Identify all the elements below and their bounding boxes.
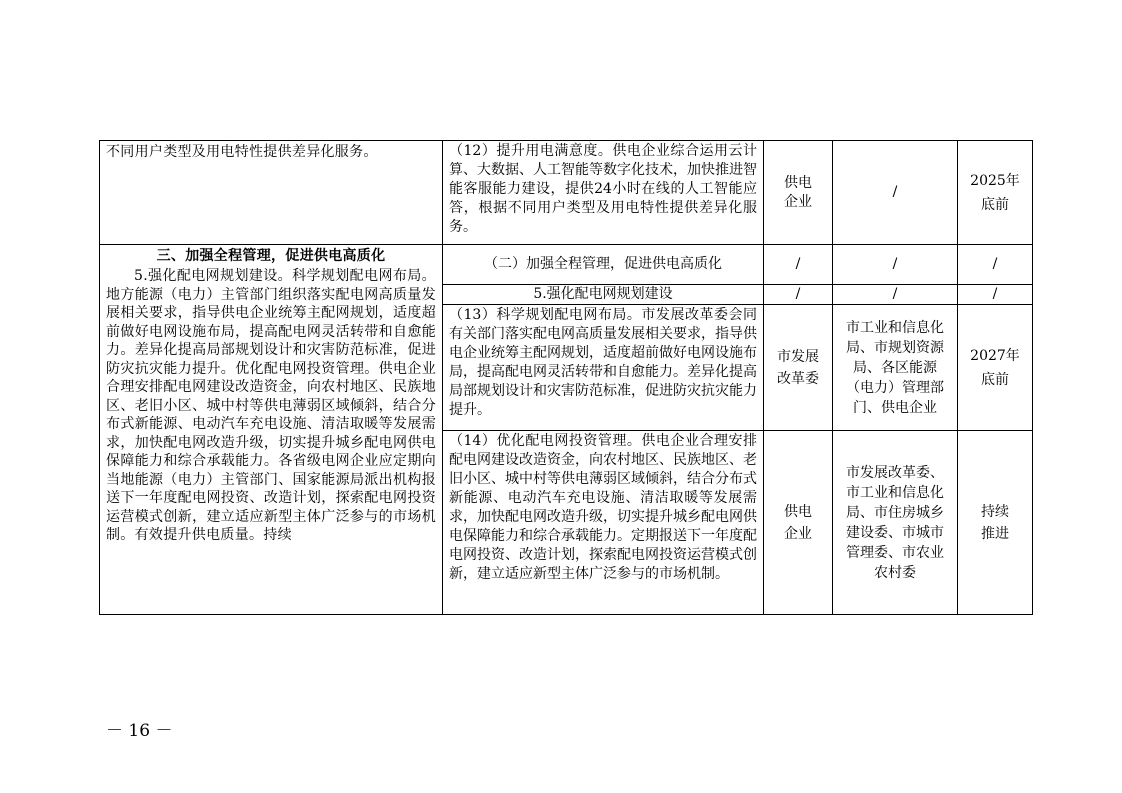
table-row [100,141,1033,245]
policy-table [99,140,1033,615]
deadline-text: 持续推进 [981,503,1009,542]
task-cell: 5.强化配电网规划建设 [443,285,764,305]
deadline-cell [958,305,1033,431]
lead-unit-text: 市发展改革委 [777,348,819,387]
lead-unit-cell [764,431,833,615]
lead-unit-text: 供电企业 [784,174,812,210]
lead-unit-cell [764,305,833,431]
cooperate-unit-cell [833,431,958,615]
table-row [100,245,1033,285]
cooperate-unit-cell [833,305,958,431]
task-cell: （13）科学规划配电网布局。市发展改革委会同有关部门落实配电网高质量发展相关要求，指导供电企业统筹主配网规划，适度超前做好电网设施布局，提高配电网灵活转带和自愈能力。差异化提高局部规划设计和灾害防范标准，促进防灾抗灾能力提升。 [443,305,764,431]
lead-unit-cell [764,141,833,245]
deadline-text: 2025年底前 [970,172,1020,213]
left-continued-text: 不同用户类型及用电特性提供差异化服务。 [100,141,443,245]
cooperate-unit-cell: / [833,285,958,305]
lead-unit-cell: / [764,245,833,285]
left-body-cell [100,245,443,615]
section-heading: 三、加强全程管理，促进供电高质化 [156,248,386,264]
cooperate-unit-cell: / [833,141,958,245]
page-number: － 16 － [106,721,173,741]
task-cell: （14）优化配电网投资管理。供电企业合理安排配电网建设改造资金，向农村地区、民族地区、老旧小区、城中村等供电薄弱区域倾斜，结合分布式新能源、电动汽车充电设施、清洁取暖等发展需求，加快配电网改造升级，切实提升城乡配电网供电保障能力和综合承载能力。定期报送下一年度配电网投资、改造计划，探索配电网投资运营模式创新，建立适应新型主体广泛参与的市场机制。 [443,431,764,615]
deadline-cell [958,141,1033,245]
deadline-cell: / [958,245,1033,285]
cooperate-unit-cell: / [833,245,958,285]
task-cell: （二）加强全程管理，促进供电高质化 [443,245,764,285]
cooperate-unit-text: 市工业和信息化局、市规划资源局、各区能源（电力）管理部门、供电企业 [846,319,944,416]
deadline-text: 2027年底前 [970,347,1020,388]
left-body-paragraph: 5.强化配电网规划建设。科学规划配电网布局。地方能源（电力）主管部门组织落实配电网高质量发展相关要求，指导供电企业统筹主配网规划，适度超前做好电网设施布局，提高配电网灵活转带和自愈能力。差异化提高局部规划设计和灾害防范标准，促进防灾抗灾能力提升。优化配电网投资管理。供电企业合理安排配电网建设改造资金，向农村地区、民族地区、老旧小区、城中村等供电薄弱区域倾斜，结合分布式新能源、电动汽车充电设施、清洁取暖等发展需求，加快配电网改造升级，切实提升城乡配电网供电保障能力和综合承载能力。各省级电网企业应定期向当地能源（电力）主管部门、国家能源局派出机构报送下一年度配电网投资、改造计划，探索配电网投资运营模式创新，建立适应新型主体广泛参与的市场机制。有效提升供电质量。持续 [106,268,436,543]
deadline-cell [958,431,1033,615]
deadline-cell: / [958,285,1033,305]
lead-unit-text: 供电企业 [784,503,812,542]
lead-unit-cell: / [764,285,833,305]
cooperate-unit-text: 市发展改革委、市工业和信息化局、市住房城乡建设委、市城市管理委、市农业农村委 [846,464,944,581]
task-cell: （12）提升用电满意度。供电企业综合运用云计算、大数据、人工智能等数字化技术，加快推进智能客服能力建设，提供24小时在线的人工智能应答，根据不同用户类型及用电特性提供差异化服务。 [443,141,764,245]
